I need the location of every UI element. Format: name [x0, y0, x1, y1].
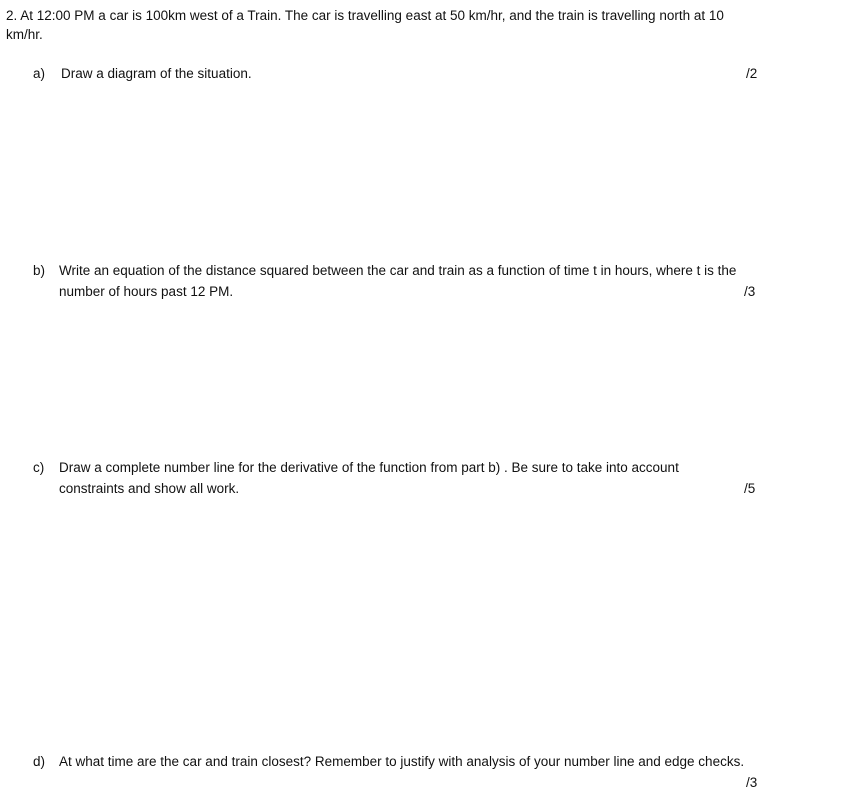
part-b-text-line-2: number of hours past 12 PM.: [59, 284, 234, 299]
part-b-marks: /3: [744, 284, 756, 299]
part-b-label: b): [33, 263, 46, 278]
part-d-text: At what time are the car and train closest? Remember to justify with analysis of your number line and edge checks.: [59, 754, 745, 769]
part-d-label: d): [33, 754, 46, 769]
part-c-text-line-2: constraints and show all work.: [59, 481, 240, 496]
part-d-marks: /3: [746, 775, 758, 790]
part-c-text-line-1: Draw a complete number line for the derivative of the function from part b) . Be sure to take into account: [59, 460, 679, 475]
part-b-text-line-1: Write an equation of the distance squared between the car and train as a function of time t in hours, where t is the: [59, 263, 737, 278]
part-c-marks: /5: [744, 481, 756, 496]
part-a-label: a): [33, 66, 46, 81]
part-c-label: c): [33, 460, 45, 475]
question-stem-line-1: 2. At 12:00 PM a car is 100km west of a Train. The car is travelling east at 50 km/hr, and the train is travelling north at 10: [6, 8, 724, 23]
part-a-marks: /2: [746, 66, 758, 81]
part-a-text: Draw a diagram of the situation.: [61, 66, 252, 81]
question-stem-line-2: km/hr.: [6, 27, 43, 42]
